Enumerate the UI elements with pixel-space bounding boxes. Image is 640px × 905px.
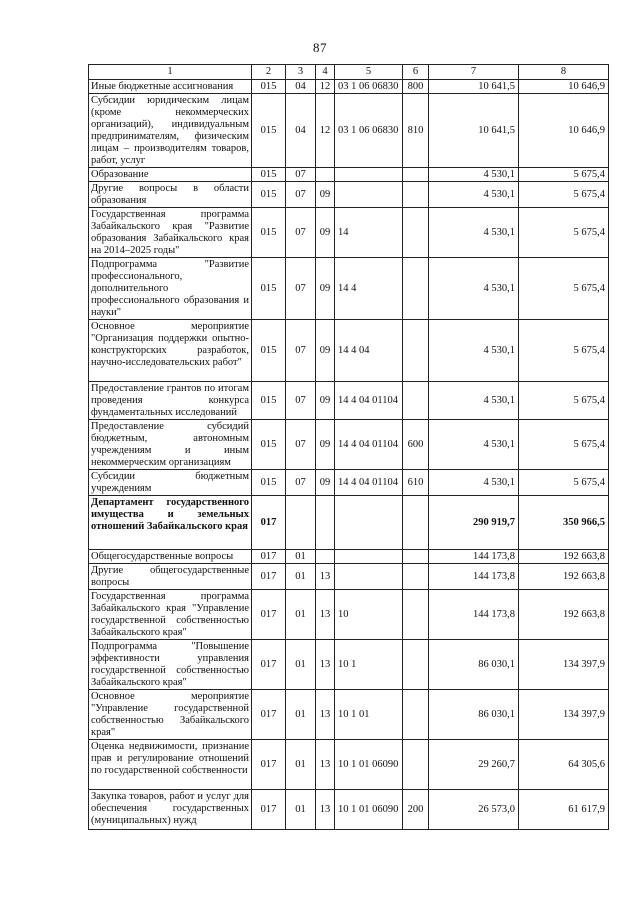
item-name-cell: Иные бюджетные ассигнования [89, 80, 252, 94]
expense-type-cell: 800 [403, 80, 429, 94]
item-name-cell: Департамент государственного имущества и земельных отношений Забайкальского края [89, 496, 252, 550]
section-code-cell: 01 [286, 550, 316, 564]
section-code-cell: 07 [286, 168, 316, 182]
amount-year1-cell: 4 530,1 [429, 208, 519, 258]
section-code-cell: 07 [286, 320, 316, 382]
item-name-cell: Предоставление грантов по итогам проведения конкурса фундаментальных исследований [89, 382, 252, 420]
section-code-cell: 01 [286, 790, 316, 830]
amount-year2-cell: 134 397,9 [519, 640, 609, 690]
amount-year2-cell: 64 305,6 [519, 740, 609, 790]
subsection-code-cell: 13 [316, 740, 335, 790]
ministry-code-cell: 017 [252, 590, 286, 640]
target-article-cell: 14 4 04 01104 [335, 470, 403, 496]
amount-year1-cell: 4 530,1 [429, 182, 519, 208]
target-article-cell: 03 1 06 06830 [335, 94, 403, 168]
ministry-code-cell: 017 [252, 640, 286, 690]
ministry-code-cell: 015 [252, 420, 286, 470]
amount-year2-cell: 5 675,4 [519, 258, 609, 320]
subsection-code-cell: 09 [316, 258, 335, 320]
budget-table [88, 64, 609, 830]
table-row [89, 470, 609, 496]
expense-type-cell [403, 496, 429, 550]
amount-year1-cell: 4 530,1 [429, 382, 519, 420]
subsection-code-cell: 12 [316, 80, 335, 94]
target-article-cell: 10 [335, 590, 403, 640]
item-name-cell: Предоставление субсидий бюджетным, автономным учреждениям и иным некоммерческим организациям [89, 420, 252, 470]
expense-type-cell [403, 690, 429, 740]
expense-type-cell [403, 258, 429, 320]
ministry-code-cell: 017 [252, 790, 286, 830]
amount-year1-cell: 86 030,1 [429, 640, 519, 690]
target-article-cell [335, 168, 403, 182]
table-row [89, 168, 609, 182]
table-row [89, 208, 609, 258]
ministry-code-cell: 017 [252, 496, 286, 550]
table-row [89, 80, 609, 94]
target-article-cell [335, 182, 403, 208]
subsection-code-cell: 13 [316, 690, 335, 740]
table-row [89, 690, 609, 740]
section-code-cell: 04 [286, 80, 316, 94]
target-article-cell: 14 4 04 [335, 320, 403, 382]
section-code-cell: 01 [286, 590, 316, 640]
ministry-code-cell: 015 [252, 382, 286, 420]
amount-year1-cell: 4 530,1 [429, 420, 519, 470]
target-article-cell: 14 4 04 01104 [335, 382, 403, 420]
ministry-code-cell: 015 [252, 182, 286, 208]
amount-year2-cell: 350 966,5 [519, 496, 609, 550]
section-code-cell: 01 [286, 640, 316, 690]
column-header: 7 [429, 65, 519, 80]
expense-type-cell: 810 [403, 94, 429, 168]
target-article-cell: 10 1 [335, 640, 403, 690]
amount-year2-cell: 192 663,8 [519, 590, 609, 640]
column-header: 6 [403, 65, 429, 80]
table-row [89, 496, 609, 550]
ministry-code-cell: 015 [252, 320, 286, 382]
column-header: 1 [89, 65, 252, 80]
amount-year2-cell: 5 675,4 [519, 470, 609, 496]
table-row [89, 258, 609, 320]
subsection-code-cell: 09 [316, 182, 335, 208]
amount-year2-cell: 5 675,4 [519, 168, 609, 182]
amount-year2-cell: 192 663,8 [519, 564, 609, 590]
table-row [89, 94, 609, 168]
page-number: 87 [313, 40, 327, 55]
item-name-cell: Другие общегосударственные вопросы [89, 564, 252, 590]
expense-type-cell [403, 640, 429, 690]
section-code-cell: 07 [286, 208, 316, 258]
table-row [89, 320, 609, 382]
item-name-cell: Основное мероприятие "Управление государственной собственностью Забайкальского края" [89, 690, 252, 740]
amount-year2-cell: 10 646,9 [519, 94, 609, 168]
expense-type-cell: 600 [403, 420, 429, 470]
table-row [89, 182, 609, 208]
subsection-code-cell: 09 [316, 208, 335, 258]
column-header: 5 [335, 65, 403, 80]
amount-year1-cell: 26 573,0 [429, 790, 519, 830]
column-header: 8 [519, 65, 609, 80]
amount-year1-cell: 144 173,8 [429, 550, 519, 564]
amount-year2-cell: 5 675,4 [519, 320, 609, 382]
amount-year1-cell: 10 641,5 [429, 80, 519, 94]
table-row [89, 740, 609, 790]
column-header: 4 [316, 65, 335, 80]
target-article-cell: 10 1 01 06090 [335, 740, 403, 790]
column-header: 3 [286, 65, 316, 80]
section-code-cell: 07 [286, 382, 316, 420]
subsection-code-cell: 13 [316, 564, 335, 590]
subsection-code-cell [316, 168, 335, 182]
item-name-cell: Образование [89, 168, 252, 182]
ministry-code-cell: 015 [252, 208, 286, 258]
target-article-cell [335, 564, 403, 590]
ministry-code-cell: 017 [252, 690, 286, 740]
amount-year2-cell: 61 617,9 [519, 790, 609, 830]
table-row [89, 790, 609, 830]
subsection-code-cell [316, 550, 335, 564]
expense-type-cell [403, 320, 429, 382]
table-header-row [89, 65, 609, 80]
expense-type-cell [403, 590, 429, 640]
subsection-code-cell: 13 [316, 590, 335, 640]
target-article-cell: 14 4 [335, 258, 403, 320]
table-row [89, 382, 609, 420]
ministry-code-cell: 017 [252, 550, 286, 564]
expense-type-cell [403, 208, 429, 258]
target-article-cell: 10 1 01 06090 [335, 790, 403, 830]
section-code-cell: 01 [286, 690, 316, 740]
amount-year1-cell: 86 030,1 [429, 690, 519, 740]
target-article-cell [335, 496, 403, 550]
subsection-code-cell: 13 [316, 790, 335, 830]
section-code-cell: 04 [286, 94, 316, 168]
amount-year2-cell: 134 397,9 [519, 690, 609, 740]
subsection-code-cell: 13 [316, 640, 335, 690]
section-code-cell: 01 [286, 564, 316, 590]
subsection-code-cell: 12 [316, 94, 335, 168]
amount-year2-cell: 5 675,4 [519, 382, 609, 420]
item-name-cell: Закупка товаров, работ и услуг для обеспечения государственных (муниципальных) нужд [89, 790, 252, 830]
item-name-cell: Общегосударственные вопросы [89, 550, 252, 564]
section-code-cell: 07 [286, 182, 316, 208]
item-name-cell: Государственная программа Забайкальского края "Развитие образования Забайкальского края на 2014–2025 годы" [89, 208, 252, 258]
subsection-code-cell: 09 [316, 420, 335, 470]
subsection-code-cell: 09 [316, 382, 335, 420]
subsection-code-cell: 09 [316, 470, 335, 496]
section-code-cell: 07 [286, 258, 316, 320]
target-article-cell: 14 4 04 01104 [335, 420, 403, 470]
table-row [89, 640, 609, 690]
amount-year1-cell: 4 530,1 [429, 470, 519, 496]
ministry-code-cell: 015 [252, 470, 286, 496]
column-header: 2 [252, 65, 286, 80]
item-name-cell: Другие вопросы в области образования [89, 182, 252, 208]
ministry-code-cell: 017 [252, 564, 286, 590]
amount-year2-cell: 5 675,4 [519, 182, 609, 208]
target-article-cell: 03 1 06 06830 [335, 80, 403, 94]
ministry-code-cell: 015 [252, 168, 286, 182]
table-row [89, 420, 609, 470]
expense-type-cell: 200 [403, 790, 429, 830]
expense-type-cell [403, 550, 429, 564]
amount-year1-cell: 144 173,8 [429, 564, 519, 590]
amount-year2-cell: 192 663,8 [519, 550, 609, 564]
section-code-cell: 01 [286, 740, 316, 790]
expense-type-cell [403, 564, 429, 590]
amount-year2-cell: 10 646,9 [519, 80, 609, 94]
expense-type-cell [403, 740, 429, 790]
ministry-code-cell: 015 [252, 258, 286, 320]
section-code-cell [286, 496, 316, 550]
ministry-code-cell: 015 [252, 94, 286, 168]
table-row [89, 550, 609, 564]
amount-year1-cell: 4 530,1 [429, 168, 519, 182]
target-article-cell: 14 [335, 208, 403, 258]
subsection-code-cell [316, 496, 335, 550]
section-code-cell: 07 [286, 420, 316, 470]
table-row [89, 590, 609, 640]
target-article-cell: 10 1 01 [335, 690, 403, 740]
item-name-cell: Подпрограмма "Повышение эффективности управления государственной собственностью Забайкальского края" [89, 640, 252, 690]
amount-year2-cell: 5 675,4 [519, 208, 609, 258]
section-code-cell: 07 [286, 470, 316, 496]
amount-year1-cell: 144 173,8 [429, 590, 519, 640]
amount-year1-cell: 10 641,5 [429, 94, 519, 168]
amount-year1-cell: 4 530,1 [429, 258, 519, 320]
item-name-cell: Основное мероприятие "Организация поддержки опытно-конструкторских разработок, научно-исследовательских работ" [89, 320, 252, 382]
subsection-code-cell: 09 [316, 320, 335, 382]
expense-type-cell [403, 182, 429, 208]
amount-year2-cell: 5 675,4 [519, 420, 609, 470]
amount-year1-cell: 4 530,1 [429, 320, 519, 382]
item-name-cell: Подпрограмма "Развитие профессионального, дополнительного профессионального образования и науки" [89, 258, 252, 320]
amount-year1-cell: 29 260,7 [429, 740, 519, 790]
expense-type-cell [403, 382, 429, 420]
amount-year1-cell: 290 919,7 [429, 496, 519, 550]
target-article-cell [335, 550, 403, 564]
ministry-code-cell: 017 [252, 740, 286, 790]
expense-type-cell [403, 168, 429, 182]
item-name-cell: Субсидии бюджетным учреждениям [89, 470, 252, 496]
table-row [89, 564, 609, 590]
item-name-cell: Оценка недвижимости, признание прав и регулирование отношений по государственной собственности [89, 740, 252, 790]
ministry-code-cell: 015 [252, 80, 286, 94]
item-name-cell: Государственная программа Забайкальского края "Управление государственной собственностью Забайкальского края" [89, 590, 252, 640]
expense-type-cell: 610 [403, 470, 429, 496]
item-name-cell: Субсидии юридическим лицам (кроме некоммерческих организаций), индивидуальным предпринимателям, физическим лицам – производителям товаров, работ, услуг [89, 94, 252, 168]
